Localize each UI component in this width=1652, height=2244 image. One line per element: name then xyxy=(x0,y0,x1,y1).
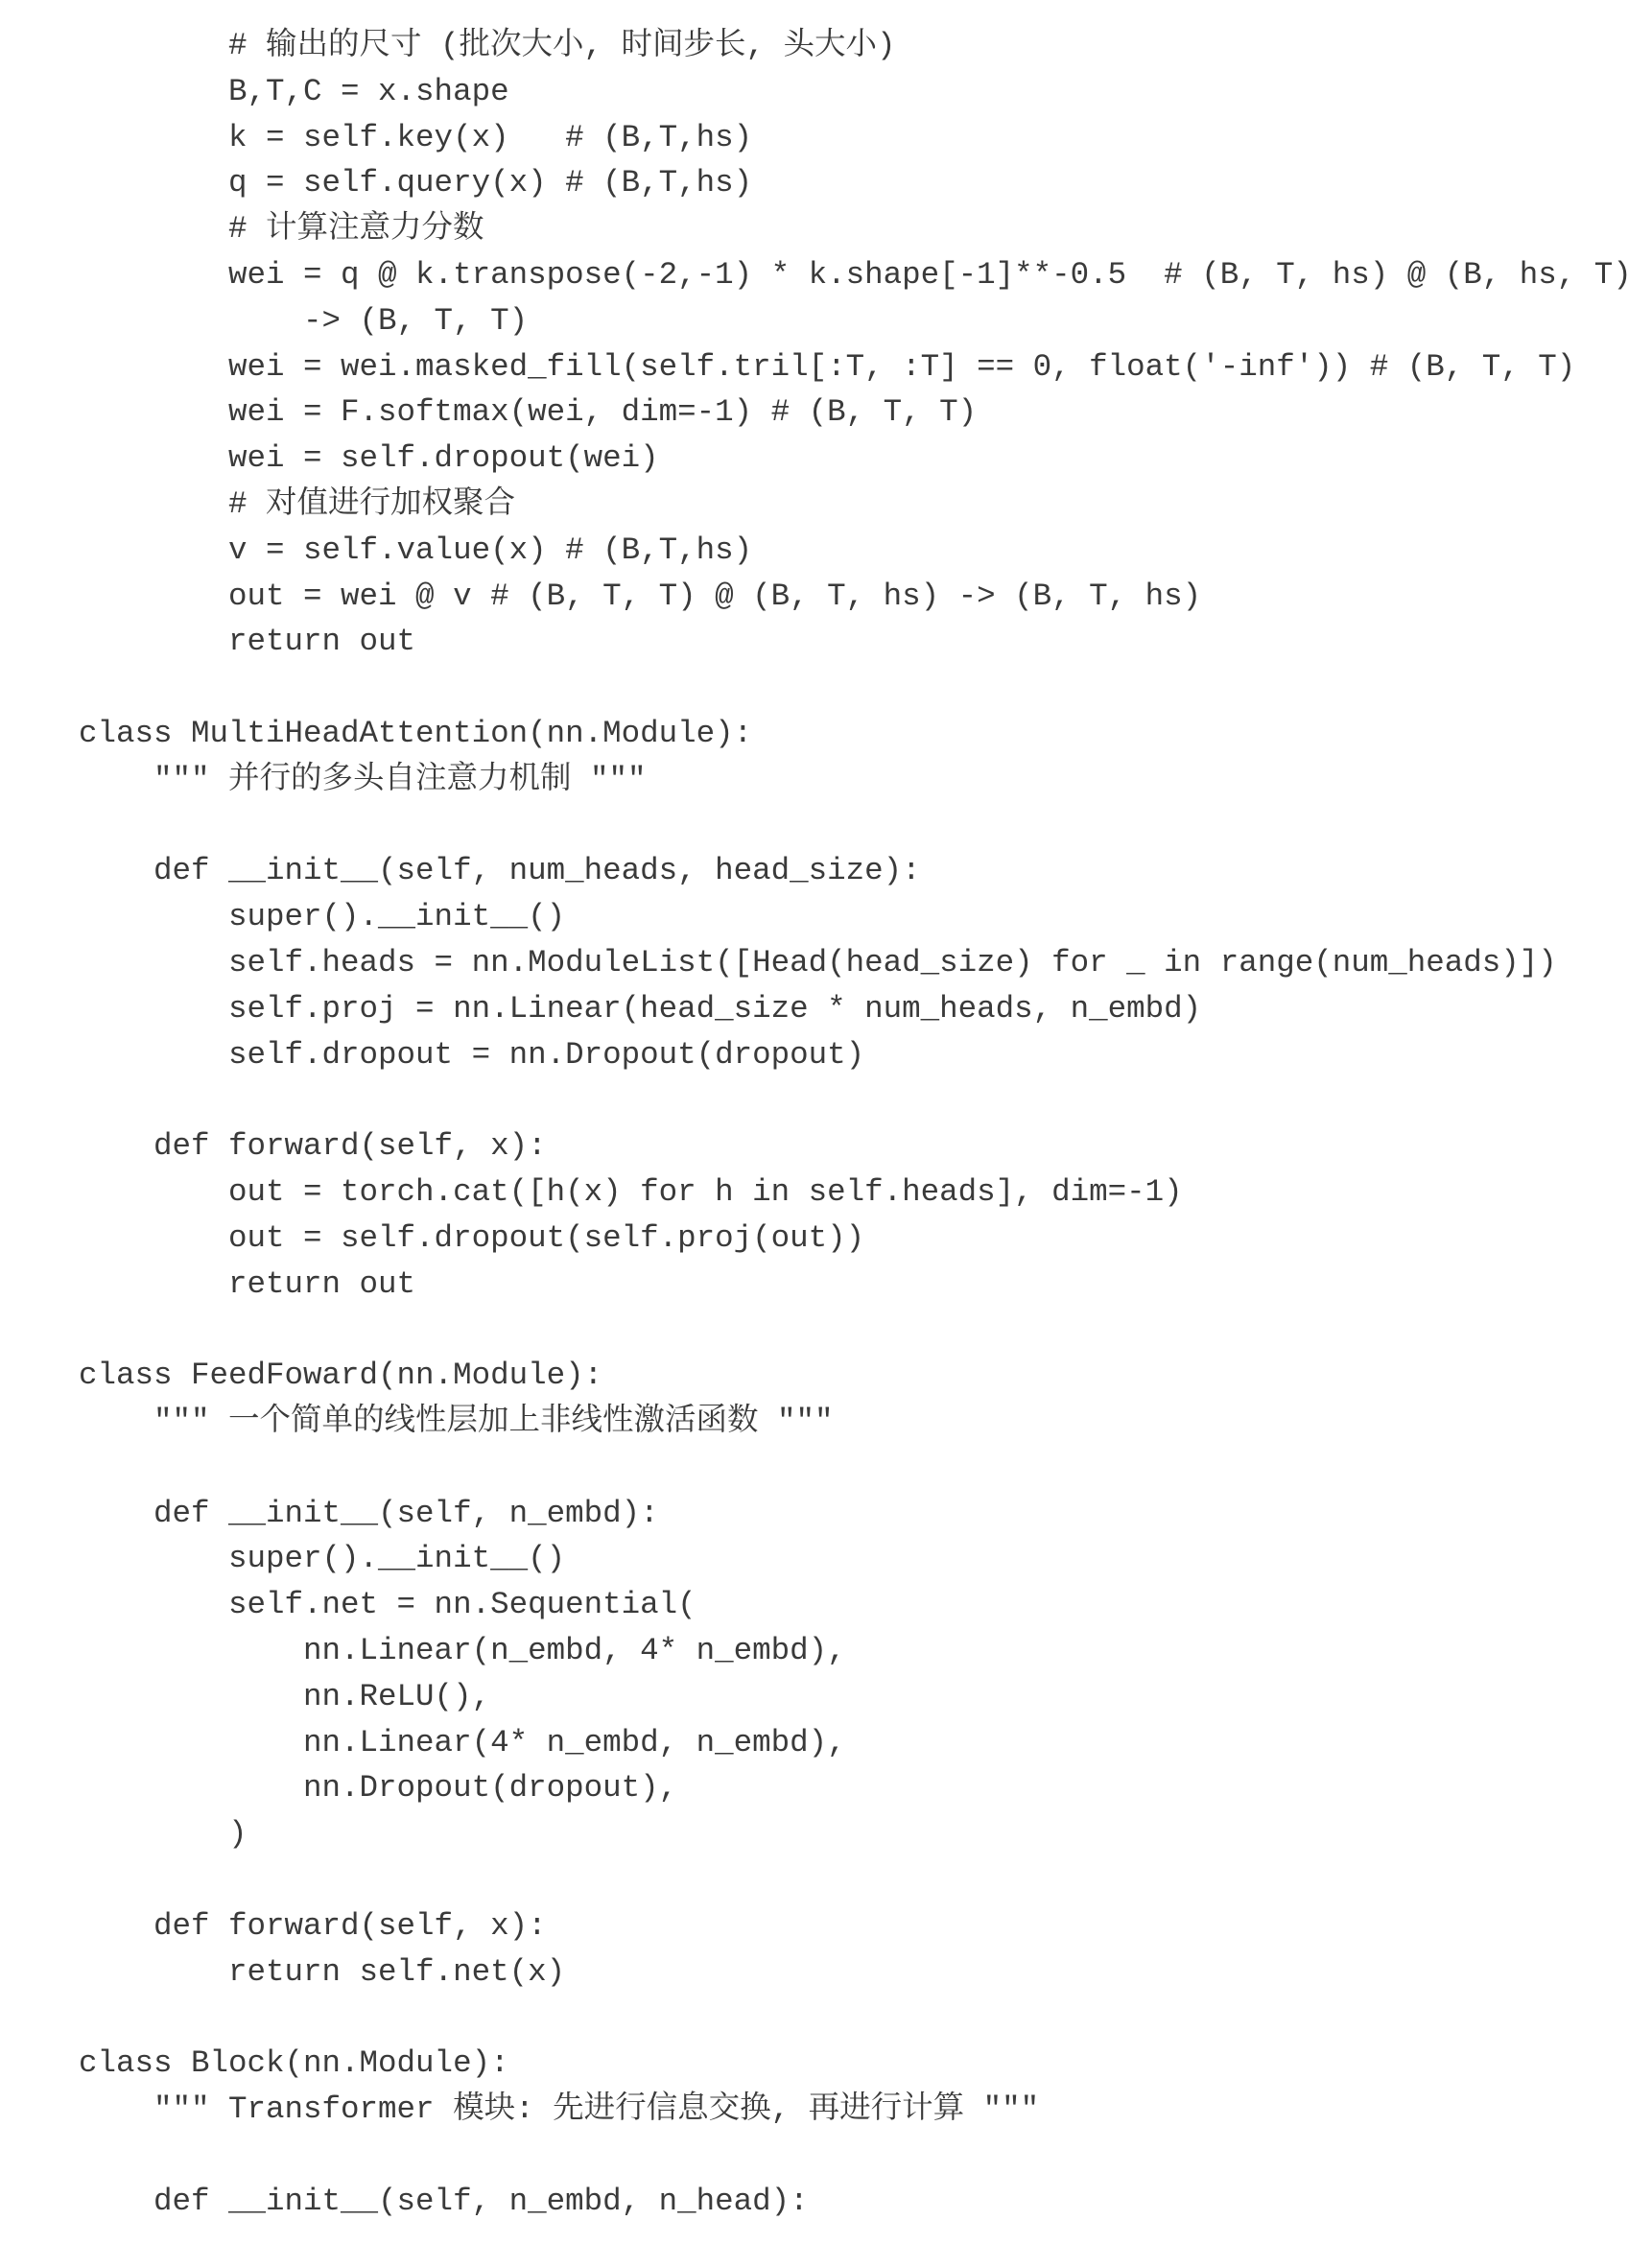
code-line: q = self.query(x) # (B,T,hs) xyxy=(79,165,753,201)
code-line: class MultiHeadAttention(nn.Module): xyxy=(79,716,753,751)
code-line: return self.net(x) xyxy=(79,1953,566,1990)
code-line: wei = wei.masked_fill(self.tril[:T, :T] == 0, float('-inf')) # (B, T, T) xyxy=(79,348,1576,385)
code-line: nn.Linear(n_embd, 4* n_embd), xyxy=(79,1633,846,1668)
code-line: self.proj = nn.Linear(head_size * num_heads, n_embd) xyxy=(79,990,1202,1027)
code-line: return out xyxy=(79,1265,416,1302)
code-line: class Block(nn.Module): xyxy=(79,2045,509,2082)
code-line: self.net = nn.Sequential( xyxy=(79,1587,696,1623)
code-line: class FeedFoward(nn.Module): xyxy=(79,1358,603,1394)
code-line: wei = F.softmax(wei, dim=-1) # (B, T, T) xyxy=(79,394,978,431)
code-line: out = self.dropout(self.proj(out)) xyxy=(79,1219,865,1256)
code-line: -> (B, T, T) xyxy=(79,302,529,339)
code-line: nn.Dropout(dropout), xyxy=(79,1770,678,1807)
code-line: def __init__(self, n_embd): xyxy=(79,1495,659,1531)
code-line: def forward(self, x): xyxy=(79,1907,547,1944)
code-line: """ Transformer 模块: 先进行信息交换, 再进行计算 """ xyxy=(79,2091,1040,2127)
code-line: k = self.key(x) # (B,T,hs) xyxy=(79,119,753,155)
code-line: # 计算注意力分数 xyxy=(79,211,484,248)
code-line: """ 一个简单的线性层加上非线性激活函数 """ xyxy=(79,1404,834,1439)
code-line: return out xyxy=(79,624,416,660)
code-line: self.heads = nn.ModuleList([Head(head_size) for _ in range(num_heads)]) xyxy=(79,945,1557,980)
code-line: def forward(self, x): xyxy=(79,1128,547,1165)
code-line: # 对值进行加权聚合 xyxy=(79,486,516,522)
code-line: self.dropout = nn.Dropout(dropout) xyxy=(79,1036,865,1073)
code-line: out = torch.cat([h(x) for h in self.heads], dim=-1) xyxy=(79,1174,1183,1210)
code-line: nn.ReLU(), xyxy=(79,1678,491,1714)
code-line: def __init__(self, num_heads, head_size): xyxy=(79,853,921,889)
code-line: # 输出的尺寸 (批次大小, 时间步长, 头大小) xyxy=(79,28,896,63)
code-line: wei = q @ k.transpose(-2,-1) * k.shape[-1]**-0.5 # (B, T, hs) @ (B, hs, T) xyxy=(79,257,1632,293)
code-line: super().__init__() xyxy=(79,1541,566,1577)
code-line: nn.Linear(4* n_embd, n_embd), xyxy=(79,1724,846,1760)
code-line: """ 并行的多头自注意力机制 """ xyxy=(79,761,647,797)
code-line: out = wei @ v # (B, T, T) @ (B, T, hs) -> (B, T, hs) xyxy=(79,578,1202,614)
code-line: super().__init__() xyxy=(79,899,566,935)
code-line: B,T,C = x.shape xyxy=(79,73,509,109)
code-line: ) xyxy=(79,1816,248,1853)
code-line: wei = self.dropout(wei) xyxy=(79,440,659,477)
code-line: v = self.value(x) # (B,T,hs) xyxy=(79,531,753,568)
code-line: def __init__(self, n_embd, n_head): xyxy=(79,2183,809,2219)
